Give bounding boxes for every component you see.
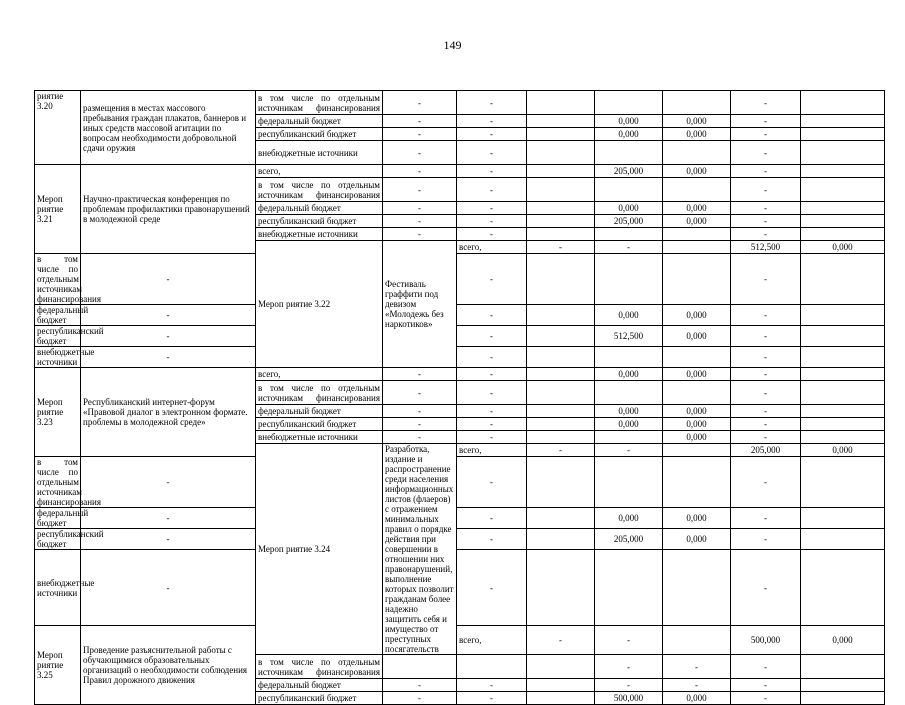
- amount-cell: 0,000: [663, 405, 731, 418]
- amount-cell: -: [383, 228, 457, 241]
- amount-cell: [663, 178, 731, 202]
- amount-cell: [663, 241, 731, 254]
- table-row: [35, 368, 885, 381]
- amount-cell: -: [457, 508, 527, 529]
- amount-cell: [663, 444, 731, 457]
- amount-cell: [663, 254, 731, 305]
- amount-cell: 0,000: [663, 128, 731, 141]
- amount-cell: -: [457, 326, 527, 347]
- table-row: [35, 550, 885, 626]
- amount-cell: -: [731, 550, 801, 626]
- amount-cell: -: [457, 431, 527, 444]
- amount-cell: [801, 550, 885, 626]
- amount-cell: [527, 368, 595, 381]
- amount-cell: 0,000: [663, 508, 731, 529]
- amount-cell: [527, 128, 595, 141]
- amount-cell: 0,000: [663, 215, 731, 228]
- amount-cell: 0,000: [595, 202, 663, 215]
- funding-source-cell: республиканский бюджет: [256, 128, 383, 141]
- amount-cell: -: [731, 228, 801, 241]
- amount-cell: -: [383, 215, 457, 228]
- funding-source-cell: внебюджетные источники: [256, 431, 383, 444]
- amount-cell: 0,000: [663, 305, 731, 326]
- amount-cell: 0,000: [663, 115, 731, 128]
- amount-cell: [595, 254, 663, 305]
- funding-source-cell: внебюджетные источники: [35, 550, 81, 626]
- funding-source-cell: всего,: [457, 241, 527, 254]
- amount-cell: [801, 141, 885, 165]
- measure-description-cell: размещения в местах массового пребывания граждан плакатов, баннеров и иных средств массовой агитации по вопросам необходимости добровольной сдачи оружия: [81, 91, 256, 165]
- amount-cell: -: [457, 202, 527, 215]
- amount-cell: [801, 347, 885, 368]
- amount-cell: -: [81, 529, 256, 550]
- budget-table: [34, 90, 885, 705]
- amount-cell: -: [383, 178, 457, 202]
- funding-source-cell: внебюджетные источники: [35, 347, 81, 368]
- amount-cell: -: [527, 626, 595, 655]
- amount-cell: 205,000: [595, 215, 663, 228]
- amount-cell: [801, 215, 885, 228]
- amount-cell: [801, 418, 885, 431]
- amount-cell: 0,000: [663, 368, 731, 381]
- amount-cell: [527, 141, 595, 165]
- amount-cell: [527, 91, 595, 115]
- amount-cell: [801, 202, 885, 215]
- amount-cell: [527, 655, 595, 679]
- funding-source-cell: республиканский бюджет: [35, 529, 81, 550]
- amount-cell: -: [731, 368, 801, 381]
- amount-cell: -: [383, 115, 457, 128]
- amount-cell: 0,000: [801, 626, 885, 655]
- amount-cell: 0,000: [663, 692, 731, 705]
- amount-cell: -: [457, 115, 527, 128]
- amount-cell: -: [457, 128, 527, 141]
- amount-cell: [801, 508, 885, 529]
- amount-cell: [527, 457, 595, 508]
- amount-cell: -: [731, 91, 801, 115]
- amount-cell: 205,000: [731, 444, 801, 457]
- amount-cell: -: [457, 141, 527, 165]
- measure-description-cell: Разработка, издание и распространение среди населения информационных листов (флаеров) с отражением минимальных правил о порядке действия при совершении в отношении них правонарушений, выполнение которых позволит гражданам более надежно защитить себя и имущество от преступных посягательств: [383, 444, 457, 655]
- amount-cell: [527, 305, 595, 326]
- amount-cell: -: [663, 655, 731, 679]
- amount-cell: [527, 165, 595, 178]
- amount-cell: -: [731, 655, 801, 679]
- amount-cell: -: [731, 418, 801, 431]
- amount-cell: -: [383, 679, 457, 692]
- funding-source-cell: всего,: [457, 444, 527, 457]
- amount-cell: -: [383, 165, 457, 178]
- amount-cell: [527, 679, 595, 692]
- amount-cell: 0,000: [595, 115, 663, 128]
- amount-cell: [663, 141, 731, 165]
- amount-cell: -: [457, 381, 527, 405]
- table-row: [35, 626, 885, 655]
- amount-cell: [801, 679, 885, 692]
- amount-cell: [595, 228, 663, 241]
- amount-cell: 205,000: [595, 165, 663, 178]
- amount-cell: [595, 91, 663, 115]
- amount-cell: 0,000: [595, 418, 663, 431]
- amount-cell: -: [731, 679, 801, 692]
- amount-cell: 512,500: [731, 241, 801, 254]
- amount-cell: -: [457, 529, 527, 550]
- amount-cell: [527, 115, 595, 128]
- measure-description-cell: Республиканский интернет-форум «Правовой диалог в электронном формате. проблемы в молодежной среде»: [81, 368, 256, 457]
- amount-cell: -: [527, 241, 595, 254]
- amount-cell: 0,000: [595, 405, 663, 418]
- amount-cell: -: [731, 347, 801, 368]
- table-row: [35, 457, 885, 508]
- amount-cell: -: [663, 679, 731, 692]
- amount-cell: 512,500: [595, 326, 663, 347]
- measure-id-cell: риятие 3.20: [35, 91, 81, 165]
- amount-cell: [801, 91, 885, 115]
- measure-id-cell: Мероп риятие 3.24: [256, 444, 383, 655]
- amount-cell: -: [383, 381, 457, 405]
- funding-source-cell: федеральный бюджет: [256, 115, 383, 128]
- measure-id-cell: Мероп риятие 3.23: [35, 368, 81, 457]
- amount-cell: -: [457, 178, 527, 202]
- table-row: [35, 347, 885, 368]
- amount-cell: -: [595, 241, 663, 254]
- amount-cell: -: [81, 550, 256, 626]
- amount-cell: [527, 202, 595, 215]
- amount-cell: -: [731, 215, 801, 228]
- amount-cell: 0,000: [595, 508, 663, 529]
- amount-cell: -: [457, 254, 527, 305]
- amount-cell: [663, 626, 731, 655]
- amount-cell: [527, 405, 595, 418]
- amount-cell: -: [731, 529, 801, 550]
- funding-source-cell: федеральный бюджет: [256, 679, 383, 692]
- amount-cell: -: [383, 91, 457, 115]
- amount-cell: -: [383, 202, 457, 215]
- amount-cell: [801, 128, 885, 141]
- measure-id-cell: Мероп риятие 3.25: [35, 626, 81, 705]
- amount-cell: -: [731, 254, 801, 305]
- amount-cell: -: [457, 347, 527, 368]
- page-number: 149: [443, 38, 462, 52]
- measure-description-cell: Проведение разъяснительной работы с обучающимися образовательных организаций о необходимости соблюдения Правил дорожного движения: [81, 626, 256, 705]
- amount-cell: -: [457, 368, 527, 381]
- amount-cell: [595, 381, 663, 405]
- amount-cell: -: [383, 141, 457, 165]
- measure-description-cell: Фестиваль граффити под девизом «Молодежь без наркотиков»: [383, 241, 457, 368]
- amount-cell: [663, 347, 731, 368]
- amount-cell: -: [383, 368, 457, 381]
- table-row: [35, 508, 885, 529]
- amount-cell: [527, 228, 595, 241]
- amount-cell: [801, 405, 885, 418]
- funding-source-cell: федеральный бюджет: [35, 305, 81, 326]
- amount-cell: -: [731, 381, 801, 405]
- amount-cell: 0,000: [663, 202, 731, 215]
- amount-cell: -: [731, 305, 801, 326]
- funding-source-cell: в том числе по отдельным источникам финансирования: [35, 457, 81, 508]
- measure-description-cell: Научно-практическая конференция по проблемам профилактики правонарушений в молодежной среде: [81, 165, 256, 254]
- funding-source-cell: республиканский бюджет: [256, 418, 383, 431]
- amount-cell: [527, 347, 595, 368]
- amount-cell: [457, 655, 527, 679]
- amount-cell: -: [457, 692, 527, 705]
- amount-cell: 0,000: [595, 128, 663, 141]
- amount-cell: [801, 178, 885, 202]
- amount-cell: [801, 165, 885, 178]
- amount-cell: 0,000: [801, 241, 885, 254]
- amount-cell: [595, 550, 663, 626]
- funding-source-cell: всего,: [256, 165, 383, 178]
- amount-cell: -: [731, 115, 801, 128]
- amount-cell: [663, 228, 731, 241]
- amount-cell: -: [457, 405, 527, 418]
- amount-cell: 0,000: [663, 165, 731, 178]
- funding-source-cell: республиканский бюджет: [256, 692, 383, 705]
- amount-cell: 0,000: [663, 431, 731, 444]
- funding-source-cell: федеральный бюджет: [35, 508, 81, 529]
- amount-cell: [527, 529, 595, 550]
- amount-cell: -: [731, 457, 801, 508]
- amount-cell: -: [81, 508, 256, 529]
- amount-cell: 500,000: [731, 626, 801, 655]
- amount-cell: [527, 431, 595, 444]
- budget-table-body: [35, 91, 885, 705]
- amount-cell: -: [731, 165, 801, 178]
- amount-cell: -: [731, 508, 801, 529]
- funding-source-cell: федеральный бюджет: [256, 405, 383, 418]
- amount-cell: -: [457, 165, 527, 178]
- amount-cell: 0,000: [663, 326, 731, 347]
- amount-cell: -: [457, 305, 527, 326]
- amount-cell: [595, 431, 663, 444]
- amount-cell: [663, 550, 731, 626]
- amount-cell: [801, 115, 885, 128]
- amount-cell: [801, 326, 885, 347]
- amount-cell: -: [731, 178, 801, 202]
- amount-cell: [595, 178, 663, 202]
- amount-cell: [801, 529, 885, 550]
- amount-cell: [527, 508, 595, 529]
- amount-cell: -: [595, 444, 663, 457]
- amount-cell: -: [457, 91, 527, 115]
- amount-cell: [801, 381, 885, 405]
- amount-cell: -: [731, 431, 801, 444]
- amount-cell: [801, 431, 885, 444]
- amount-cell: [663, 381, 731, 405]
- amount-cell: -: [457, 418, 527, 431]
- amount-cell: 500,000: [595, 692, 663, 705]
- amount-cell: 0,000: [801, 444, 885, 457]
- funding-source-cell: в том числе по отдельным источникам финансирования: [35, 254, 81, 305]
- funding-source-cell: в том числе по отдельным источникам финансирования: [256, 381, 383, 405]
- amount-cell: 0,000: [663, 418, 731, 431]
- amount-cell: [527, 381, 595, 405]
- amount-cell: -: [383, 431, 457, 444]
- amount-cell: [595, 347, 663, 368]
- amount-cell: [801, 368, 885, 381]
- amount-cell: [527, 692, 595, 705]
- amount-cell: -: [81, 326, 256, 347]
- amount-cell: 0,000: [595, 305, 663, 326]
- amount-cell: [527, 178, 595, 202]
- amount-cell: -: [595, 626, 663, 655]
- amount-cell: -: [731, 202, 801, 215]
- table-row: [35, 165, 885, 178]
- amount-cell: -: [81, 347, 256, 368]
- amount-cell: [801, 305, 885, 326]
- amount-cell: [527, 254, 595, 305]
- amount-cell: -: [383, 692, 457, 705]
- amount-cell: -: [457, 215, 527, 228]
- amount-cell: -: [731, 128, 801, 141]
- amount-cell: -: [81, 254, 256, 305]
- amount-cell: [383, 655, 457, 679]
- amount-cell: [595, 141, 663, 165]
- amount-cell: -: [731, 692, 801, 705]
- amount-cell: [527, 215, 595, 228]
- amount-cell: -: [457, 550, 527, 626]
- amount-cell: [801, 254, 885, 305]
- amount-cell: [801, 655, 885, 679]
- amount-cell: -: [457, 679, 527, 692]
- table-row: [35, 91, 885, 115]
- funding-source-cell: внебюджетные источники: [256, 228, 383, 241]
- table-row: [35, 305, 885, 326]
- table-row: [35, 529, 885, 550]
- funding-source-cell: внебюджетные источники: [256, 141, 383, 165]
- funding-source-cell: республиканский бюджет: [256, 215, 383, 228]
- amount-cell: [527, 326, 595, 347]
- amount-cell: -: [81, 305, 256, 326]
- amount-cell: -: [81, 457, 256, 508]
- funding-source-cell: в том числе по отдельным источникам финансирования: [256, 91, 383, 115]
- measure-id-cell: Мероп риятие 3.22: [256, 241, 383, 368]
- amount-cell: [595, 457, 663, 508]
- amount-cell: -: [527, 444, 595, 457]
- amount-cell: -: [383, 405, 457, 418]
- amount-cell: -: [731, 405, 801, 418]
- amount-cell: [663, 91, 731, 115]
- amount-cell: -: [731, 141, 801, 165]
- funding-source-cell: всего,: [256, 368, 383, 381]
- funding-source-cell: республиканский бюджет: [35, 326, 81, 347]
- funding-source-cell: в том числе по отдельным источникам финансирования: [256, 178, 383, 202]
- amount-cell: [801, 457, 885, 508]
- funding-source-cell: всего,: [457, 626, 527, 655]
- funding-source-cell: федеральный бюджет: [256, 202, 383, 215]
- funding-source-cell: в том числе по отдельным источникам финансирования: [256, 655, 383, 679]
- table-row: [35, 326, 885, 347]
- table-row: [35, 254, 885, 305]
- measure-id-cell: Мероп риятие 3.21: [35, 165, 81, 254]
- amount-cell: -: [731, 326, 801, 347]
- amount-cell: [801, 692, 885, 705]
- amount-cell: [527, 550, 595, 626]
- amount-cell: -: [383, 128, 457, 141]
- amount-cell: 205,000: [595, 529, 663, 550]
- amount-cell: -: [457, 228, 527, 241]
- amount-cell: 0,000: [663, 529, 731, 550]
- amount-cell: 0,000: [595, 368, 663, 381]
- amount-cell: [527, 418, 595, 431]
- amount-cell: -: [457, 457, 527, 508]
- amount-cell: -: [383, 418, 457, 431]
- amount-cell: [801, 228, 885, 241]
- amount-cell: [663, 457, 731, 508]
- amount-cell: -: [595, 679, 663, 692]
- amount-cell: -: [595, 655, 663, 679]
